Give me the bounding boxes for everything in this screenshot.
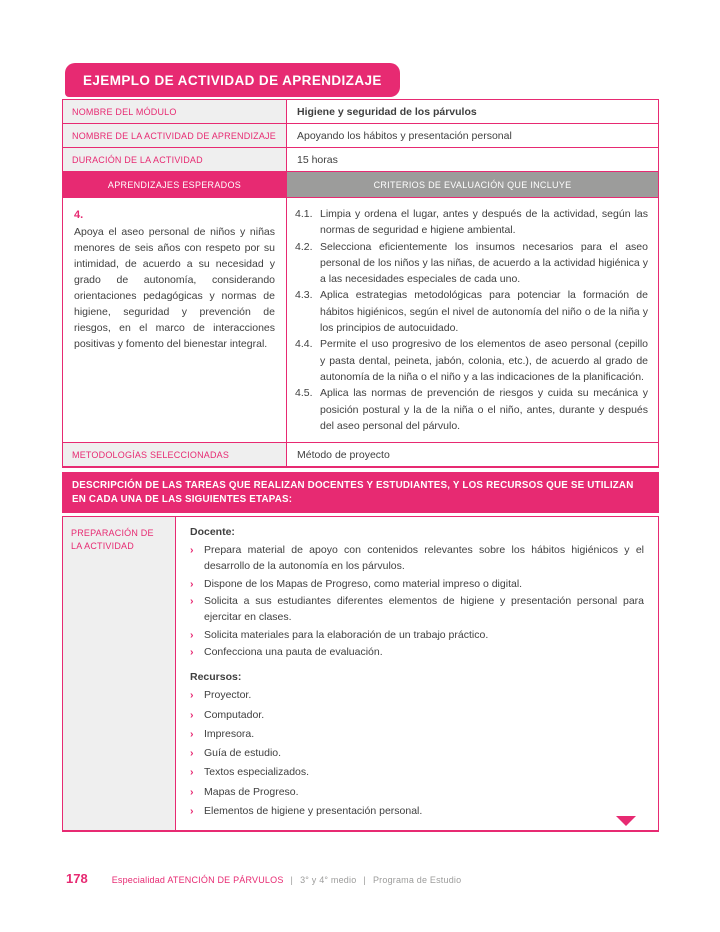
recurso-item — [190, 707, 644, 723]
recurso-item-text: Proyector. — [204, 689, 252, 702]
footer-meta — [112, 875, 462, 885]
recurso-item — [190, 745, 644, 761]
criterion-item — [295, 206, 648, 239]
criterion-number: 4.5. — [295, 387, 313, 400]
evaluation-criteria-header: CRITERIOS DE EVALUACIÓN QUE INCLUYE — [286, 172, 658, 197]
methodology-value: Método de proyecto — [286, 443, 658, 466]
page-title: EJEMPLO DE ACTIVIDAD DE APRENDIZAJE — [65, 63, 400, 97]
table-row-module — [63, 100, 658, 124]
expected-learnings-header: APRENDIZAJES ESPERADOS — [63, 172, 286, 197]
table-row-activity-name — [63, 124, 658, 148]
bullet-icon: › — [190, 577, 194, 590]
docente-item — [190, 644, 644, 660]
footer-separator: | — [363, 875, 366, 885]
bullet-icon: › — [190, 766, 194, 779]
docente-item-text: Prepara material de apoyo con contenidos relevantes sobre los hábitos higiénicos y el desarrollo de la autonomía en los párvulos. — [204, 544, 644, 573]
bullet-icon: › — [190, 689, 194, 702]
bullet-icon: › — [190, 595, 194, 608]
recurso-item — [190, 726, 644, 742]
page-number: 178 — [66, 871, 88, 886]
criterion-text: Aplica las normas de prevención de riesgos y cuida su mecánica y posición postural y la de la niña o el niño, antes, durante y después del aseo personal del párvulo. — [320, 387, 648, 432]
duration-value: 15 horas — [286, 148, 658, 171]
preparation-content — [176, 517, 658, 830]
docente-item — [190, 593, 644, 626]
docente-item-text: Solicita materiales para la elaboración de un trabajo práctico. — [204, 628, 489, 641]
bullet-icon: › — [190, 785, 194, 798]
docente-item — [190, 627, 644, 643]
criterion-item — [295, 336, 648, 385]
bullet-icon: › — [190, 727, 194, 740]
docente-item-text: Confecciona una pauta de evaluación. — [204, 645, 383, 658]
footer-specialty: Especialidad ATENCIÓN DE PÁRVULOS — [111, 875, 284, 885]
docente-item-text: Dispone de los Mapas de Progreso, como material impreso o digital. — [204, 577, 523, 590]
bullet-icon: › — [190, 645, 194, 658]
page-footer — [66, 871, 461, 886]
bullet-icon: › — [190, 544, 194, 557]
recurso-item — [190, 803, 644, 819]
criterion-text: Aplica estrategias metodológicas para potenciar la formación de hábitos higiénicos, según el nivel de autonomía del niño o de la niña y los principios de autocuidado. — [320, 289, 648, 335]
outcome-number: 4. — [74, 209, 84, 221]
docente-item — [190, 542, 644, 575]
recurso-item-text: Impresora. — [204, 727, 255, 740]
duration-label: DURACIÓN DE LA ACTIVIDAD — [63, 148, 286, 171]
recursos-heading: Recursos: — [190, 671, 242, 684]
criterion-number: 4.1. — [295, 208, 313, 220]
footer-separator: | — [290, 875, 294, 885]
recurso-item-text: Guía de estudio. — [204, 747, 282, 760]
footer-grade: 3° y 4° medio — [300, 875, 357, 885]
docente-heading: Docente: — [190, 526, 235, 539]
module-value: Higiene y seguridad de los párvulos — [286, 100, 658, 123]
bullet-icon: › — [190, 628, 194, 641]
footer-program: Programa de Estudio — [372, 875, 462, 885]
bullet-icon: › — [190, 747, 194, 760]
recurso-item — [190, 764, 644, 780]
criterion-item — [295, 287, 648, 336]
preparation-label: PREPARACIÓN DE LA ACTIVIDAD — [63, 517, 176, 830]
module-label: NOMBRE DEL MÓDULO — [63, 100, 286, 123]
activity-name-value: Apoyando los hábitos y presentación personal — [286, 124, 658, 147]
recurso-item-text: Elementos de higiene y presentación personal. — [204, 805, 423, 818]
outcome-text: Apoya el aseo personal de niños y niñas menores de seis años con respeto por su intimidad, de acuerdo a su necesidad y grado de autonomía, considerando orientaciones pedagógicas y normas de higiene, seguridad y prevención de riesgos, en el marco de interacciones positivas y fomento del bienestar integral. — [74, 226, 275, 350]
criterion-text: Selecciona eficientemente los insumos necesarios para el aseo personal de los niños y las niñas, de acuerdo a la actividad higiénica y a las necesidades especiales de cada uno. — [320, 240, 648, 286]
criterion-item — [295, 385, 648, 434]
criteria-cell — [286, 198, 658, 442]
criterion-number: 4.4. — [295, 338, 313, 351]
preparation-section — [62, 516, 659, 832]
tasks-description-banner: DESCRIPCIÓN DE LAS TAREAS QUE REALIZAN DOCENTES Y ESTUDIANTES, Y LOS RECURSOS QUE SE UTILIZAN EN CADA UNA DE LAS SIGUIENTES ETAPAS: — [62, 472, 659, 513]
activity-table — [62, 99, 659, 468]
recurso-item-text: Mapas de Progreso. — [204, 785, 299, 798]
recurso-item-text: Textos especializados. — [204, 766, 310, 779]
columns-header-row — [63, 172, 658, 198]
continuation-arrow-icon — [616, 816, 636, 826]
criterion-text: Limpia y ordena el lugar, antes y después de la actividad, según las normas de seguridad e higiene ambiental. — [320, 208, 648, 237]
docente-item-text: Solicita a sus estudiantes diferentes elementos de higiene y presentación personal para ejercitar en clases. — [204, 595, 644, 624]
criterion-text: Permite el uso progresivo de los elementos de aseo personal (cepillo y pasta dental, peineta, jabón, colonia, etc.), de acuerdo al grado de autonomía de la niña o el niño y a las indicaciones de la planificación. — [320, 338, 648, 383]
recurso-item-text: Computador. — [204, 708, 265, 721]
bullet-icon: › — [190, 708, 194, 721]
activity-document — [62, 63, 659, 832]
criterion-number: 4.2. — [295, 240, 313, 253]
criterion-item — [295, 239, 648, 288]
activity-name-label: NOMBRE DE LA ACTIVIDAD DE APRENDIZAJE — [63, 124, 286, 147]
table-row-methodology — [63, 443, 658, 466]
methodology-label: METODOLOGÍAS SELECCIONADAS — [63, 443, 286, 466]
docente-item — [190, 576, 644, 592]
outcome-criteria-row — [63, 198, 658, 443]
bullet-icon: › — [190, 805, 194, 818]
learning-outcome-cell — [63, 198, 286, 442]
recurso-item — [190, 784, 644, 800]
recurso-item — [190, 687, 644, 703]
criterion-number: 4.3. — [295, 289, 313, 302]
table-row-duration — [63, 148, 658, 172]
